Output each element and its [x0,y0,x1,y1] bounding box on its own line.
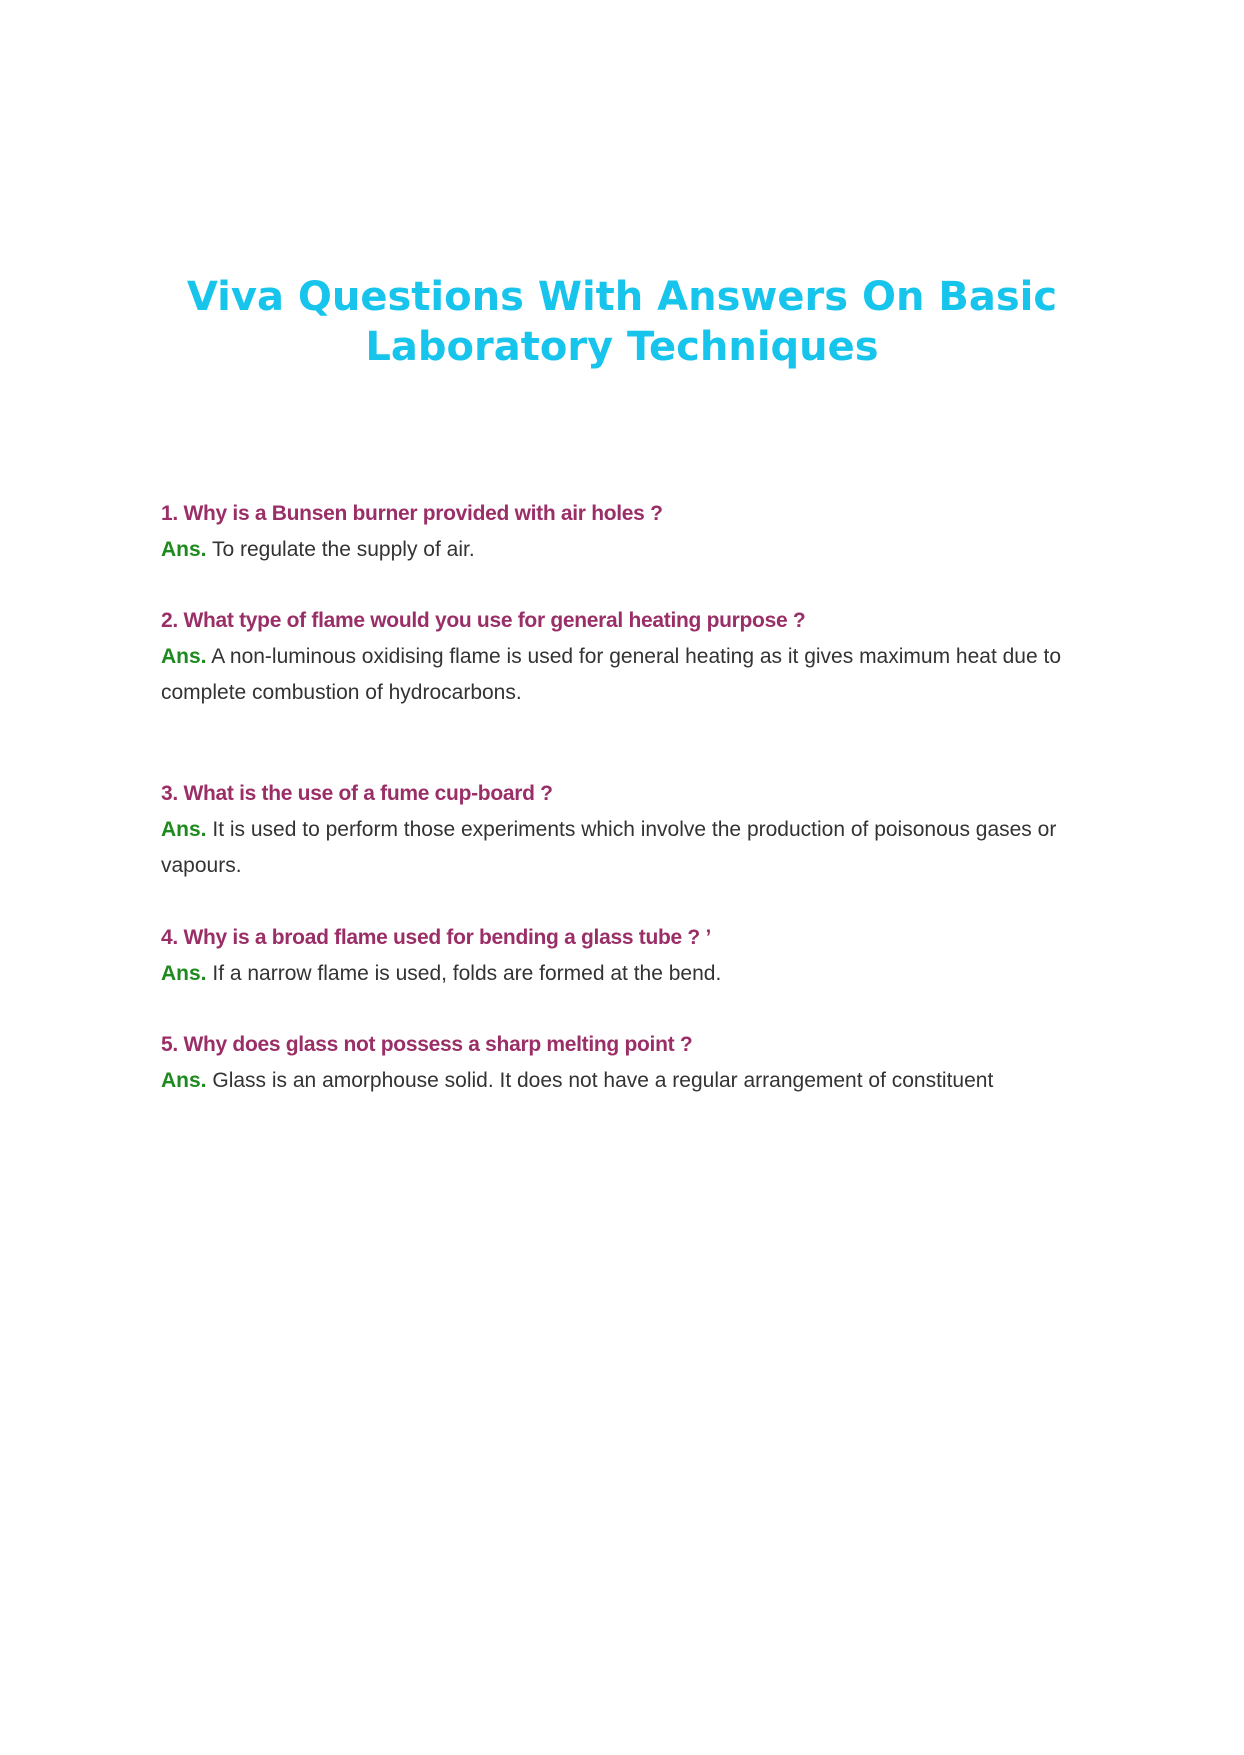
qa-item-1 [161,496,1091,568]
answer-body: It is used to perform those experiments which involve the production of poisonous gases or vapours. [161,818,1057,877]
answer-label: Ans. [161,1069,207,1092]
qa-item-5 [161,1027,1091,1099]
question-text: 2. What type of flame would you use for general heating purpose ? [161,609,806,632]
answer-text [161,639,1091,711]
qa-item-4 [161,920,1091,992]
question-text: 5. Why does glass not possess a sharp melting point ? [161,1033,693,1056]
answer-text [161,532,1091,568]
answer-body: Glass is an amorphouse solid. It does not have a regular arrangement of constituent [212,1069,994,1092]
question-text: 1. Why is a Bunsen burner provided with air holes ? [161,502,663,525]
answer-label: Ans. [161,962,207,985]
answer-label: Ans. [161,645,207,668]
answer-text [161,812,1091,884]
question-text: 4. Why is a broad flame used for bending a glass tube ? ’ [161,926,712,949]
qa-item-3 [161,776,1091,884]
answer-body: A non-luminous oxidising flame is used for general heating as it gives maximum heat due to complete combustion of hydrocarbons. [161,645,1061,704]
answer-body: If a narrow flame is used, folds are formed at the bend. [212,962,722,985]
question-text: 3. What is the use of a fume cup-board ? [161,782,553,805]
answer-text [161,1063,1091,1099]
title-line-1: Viva Questions With Answers On Basic [186,274,1058,320]
page-title [0,272,1244,372]
answer-label: Ans. [161,538,207,561]
title-line-2: Laboratory Techniques [365,324,879,370]
answer-label: Ans. [161,818,207,841]
answer-text [161,956,1091,992]
qa-item-2 [161,603,1091,711]
answer-body: To regulate the supply of air. [211,538,475,561]
